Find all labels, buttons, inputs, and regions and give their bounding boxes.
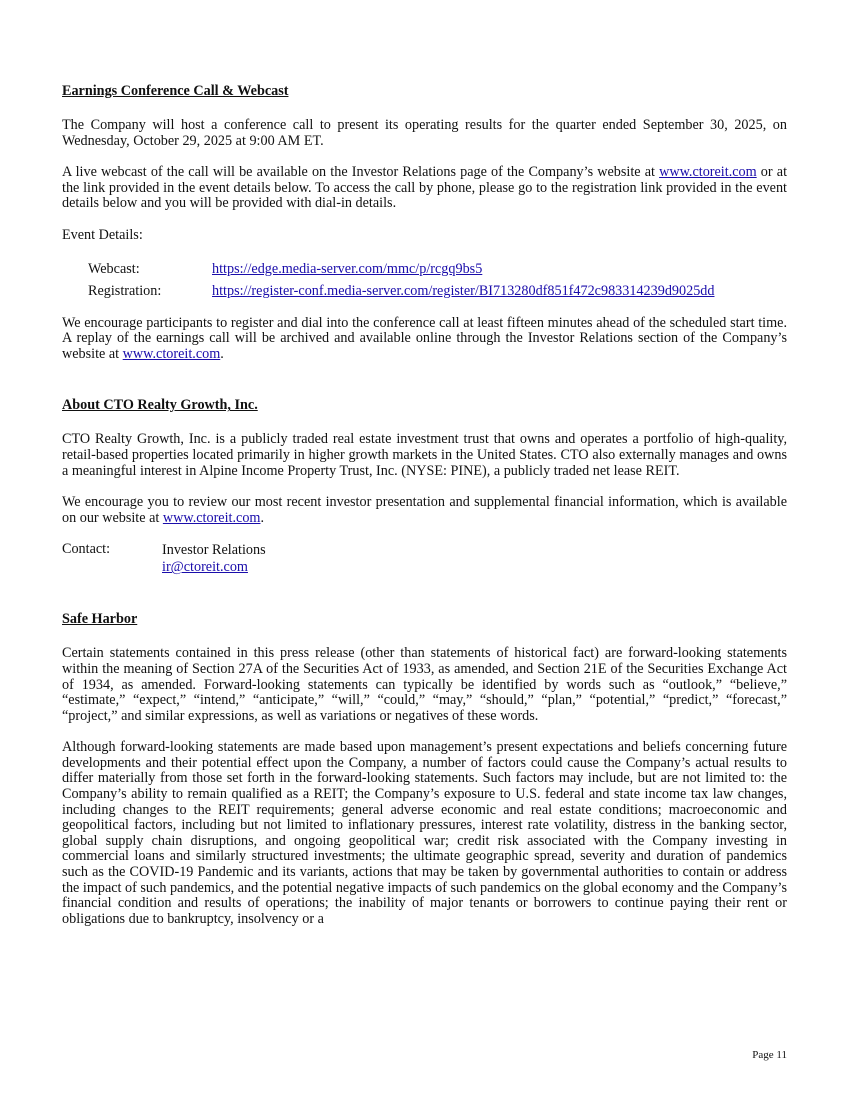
contact-block — [62, 542, 787, 576]
safe-harbor-paragraph-1: Certain statements contained in this press release (other than statements of historical fact) are forward-looking statements within the meaning of Section 27A of the Securities Act of 1933, as amended, and Section 21E of the Securities Exchange Act of 1934, as amended. Forward-looking statements can typically be identified by words such as “outlook,” “believe,” “estimate,” “expect,” “intend,” “anticipate,” “will,” “could,” “may,” “should,” “plan,” “potential,” “predict,” “forecast,” “project,” and similar expressions, as well as variations or negatives of these words. — [62, 645, 787, 724]
page-number: Page 11 — [752, 1049, 787, 1061]
safe-harbor-paragraph-2: Although forward-looking statements are made based upon management’s present expectations and beliefs concerning future developments and their potential effect upon the Company, a number of factors could cause the Company’s actual results to differ materially from those set forth in the forward-looking statements. Such factors may include, but are not limited to: the Company’s ability to remain qualified as a REIT; the Company’s exposure to U.S. federal and state income tax law changes, including changes to the REIT requirements; general adverse economic and real estate conditions; macroeconomic and geopolitical factors, including but not limited to inflationary pressures, interest rate volatility, distress in the banking sector, global supply chain disruptions, and ongoing geopolitical war; credit risk associated with the Company investing in commercial loans and similarly structured investments; the ultimate geographic spread, severity and duration of pandemics such as the COVID-19 Pandemic and its variants, actions that may be taken by governmental authorities to contain or address the impact of such pandemics, and the potential negative impacts of such pandemics on the global economy and the Company’s financial condition and results of operations; the inability of major tenants or borrowers to continue paying their rent or obligations due to bankruptcy, insolvency or a — [62, 739, 787, 927]
about-section — [62, 396, 787, 576]
earnings-paragraph-1: The Company will host a conference call to present its operating results for the quarter ended September 30, 2025, on Wednesday, October 29, 2025 at 9:00 AM ET. — [62, 117, 787, 149]
about-heading: About CTO Realty Growth, Inc. — [62, 397, 258, 414]
safe-harbor-heading: Safe Harbor — [62, 611, 138, 628]
registration-row — [88, 282, 787, 300]
contact-name: Investor Relations — [162, 542, 266, 559]
earnings-p2-text-end: or at the link provided in the event details below. To access the call by phone, please go to the registration link provided in the event details below and you will be provided with dial-in details. — [62, 164, 788, 212]
registration-link[interactable]: https://register-conf.media-server.com/register/BI713280df851f472c983314239d9025dd — [212, 282, 715, 299]
webcast-row — [88, 260, 787, 278]
webcast-link[interactable]: https://edge.media-server.com/mmc/p/rcgq9bs5 — [212, 260, 483, 277]
event-details-label: Event Details: — [62, 226, 143, 243]
about-p2-text-start: We encourage you to review our most recent investor presentation and supplemental financial information, which is available on our website at — [62, 494, 787, 526]
earnings-p3-text-end: . — [220, 345, 224, 362]
webcast-label: Webcast: — [88, 260, 140, 277]
earnings-p3-text-start: We encourage participants to register and dial into the conference call at least fifteen minutes ahead of the scheduled start time. A replay of the earnings call will be archived and available online through the Investor Relations section of the Company’s website at — [62, 314, 787, 362]
about-p2-text-end: . — [260, 509, 264, 526]
about-paragraph-2 — [62, 495, 787, 526]
contact-details — [162, 542, 266, 576]
earnings-paragraph-3 — [62, 316, 787, 363]
earnings-p2-text-start: A live webcast of the call will be available on the Investor Relations page of the Company’s website at — [62, 164, 660, 181]
earnings-section — [62, 82, 787, 362]
document-page — [62, 82, 787, 927]
about-paragraph-1: CTO Realty Growth, Inc. is a publicly traded real estate investment trust that owns and operates a portfolio of high-quality, retail-based properties located primarily in higher growth markets in the United States. CTO also externally manages and owns a meaningful interest in Alpine Income Property Trust, Inc. (NYSE: PINE), a publicly traded net lease REIT. — [62, 431, 787, 479]
registration-label: Registration: — [88, 282, 162, 299]
website-link[interactable]: www.ctoreit.com — [162, 509, 261, 526]
contact-email-link[interactable]: ir@ctoreit.com — [162, 559, 248, 576]
earnings-paragraph-2 — [62, 165, 787, 212]
website-link[interactable]: www.ctoreit.com — [122, 345, 221, 362]
contact-label: Contact: — [62, 541, 111, 558]
earnings-heading: Earnings Conference Call & Webcast — [62, 83, 289, 99]
safe-harbor-section — [62, 610, 787, 927]
website-link[interactable]: www.ctoreit.com — [659, 164, 757, 181]
